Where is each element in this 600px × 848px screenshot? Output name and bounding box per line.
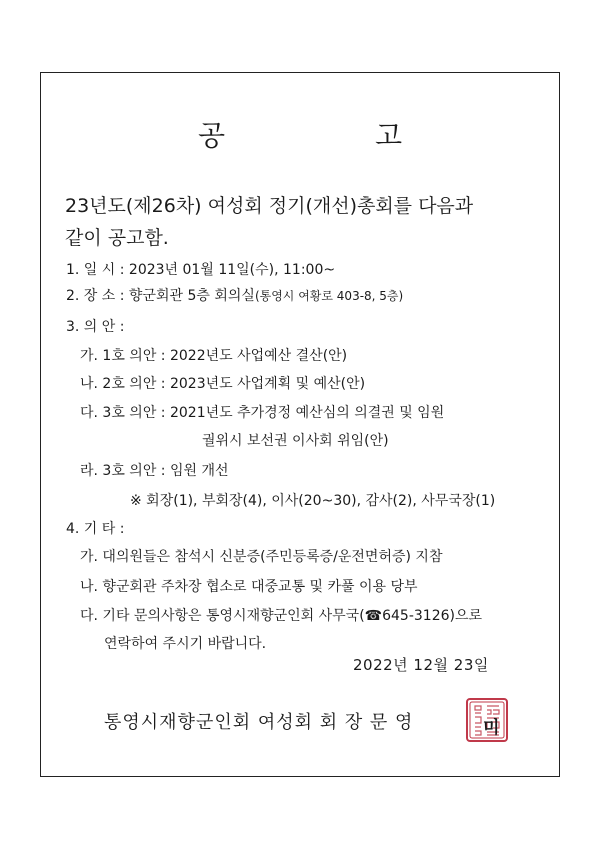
lead-line-2: 같이 공고함. (65, 227, 169, 249)
title-char-1: 공 (197, 119, 225, 152)
item-other-heading: 4. 기 타 : (66, 521, 125, 537)
agenda-item-2: 나. 2호 의안 : 2023년도 사업계획 및 예산(안) (80, 376, 366, 392)
agenda-item-4: 라. 3호 의안 : 임원 개선 (80, 463, 229, 479)
other-item-1: 가. 대의원들은 참석시 신분증(주민등록증/운전면허증) 지참 (80, 549, 443, 565)
item-agenda-heading: 3. 의 안 : (66, 319, 125, 335)
item-date-time: 1. 일 시 : 2023년 01월 11일(수), 11:00~ (66, 262, 336, 278)
agenda-item-1: 가. 1호 의안 : 2022년도 사업예산 결산(안) (80, 348, 348, 364)
item-location (66, 285, 403, 305)
signature-line: 통영시재향군인회 여성회 회 장 문 영 (104, 712, 414, 733)
other-item-3-line-2: 연락하여 주시기 바랍니다. (104, 636, 267, 652)
agenda-item-3-line-1: 다. 3호 의안 : 2021년도 추가경정 예산심의 의결권 및 임원 (80, 405, 445, 421)
notice-date: 2022년 12월 23일 (353, 656, 489, 674)
title-char-2: 고 (375, 119, 403, 152)
notice-lead (65, 190, 473, 254)
agenda-note: ※ 회장(1), 부회장(4), 이사(20~30), 감사(2), 사무국장(1) (130, 493, 496, 509)
notice-title (0, 114, 600, 154)
location-address: (통영시 여황로 403-8, 5층) (254, 289, 404, 303)
other-item-3-line-1: 다. 기타 문의사항은 통영시재향군인회 사무국(☎645-3126)으로 (80, 608, 483, 624)
other-item-2: 나. 향군회관 주차장 협소로 대중교통 및 카풀 이용 당부 (80, 579, 418, 595)
location-main: 2. 장 소 : 향군회관 5층 회의실 (66, 288, 255, 304)
agenda-item-3-line-2: 궐위시 보선권 이사회 위임(안) (202, 433, 389, 449)
seal-name-char: 미 (483, 718, 500, 738)
lead-line-1: 23년도(제26차) 여성회 정기(개선)총회를 다음과 (65, 195, 474, 217)
